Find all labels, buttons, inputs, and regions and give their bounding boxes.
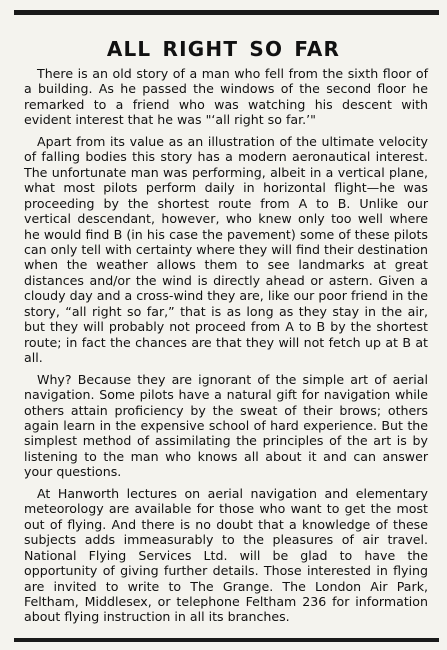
top-rule: [14, 10, 439, 15]
page-title: ALL RIGHT SO FAR: [106, 37, 341, 61]
paragraph-2: Apart from its value as an illustration of the ultimate velocity of falling bodies this story has a modern aeronautical interest. The unfortunate man was performing, albeit in a vertical plane, what most pilots perform daily in horizontal flight—he was proceeding by the shortest route from A to B. Unlike our vertical descendant, however, who knew only too well where he would find B (in his case the pavement) some of these pilots can only tell with certainty where they will find their destination when the weather allows them to see landmarks at great distances and/or the wind is directly ahead or astern. Given a cloudy day and a cross-wind they are, like our poor friend in the story, “all right so far,” that is as long as they stay in the air, but they will probably not proceed from A to B by the shortest route; in fact the chances are that they will not fetch up at B at all.: [24, 133, 428, 366]
bottom-rule: [14, 638, 439, 642]
paragraph-1: There is an old story of a man who fell from the sixth floor of a building. As he passed the windows of the second floor he remarked to a friend who was watching his descent with evident interest that he was "‘all right so far.’": [24, 66, 428, 128]
paragraph-4: At Hanworth lectures on aerial navigation and elementary meteorology are available for those who want to get the most out of flying. And there is no doubt that a knowledge of these subjects adds immeasurably to the pleasures of air travel. National Flying Services Ltd. will be glad to have the opportunity of giving further details. Those interested in flying are invited to write to The Grange. The London Air Park, Feltham, Middlesex, or telephone Feltham 236 for information about flying instruction in all its branches.: [24, 485, 428, 625]
paragraph-3: Why? Because they are ignorant of the simple art of aerial navigation. Some pilots have a natural gift for navigation while others attain proficiency by the sweat of their brows; others again learn in the expensive school of hard experience. But the simplest method of assimilating the principles of the art is by listening to the man who knows all about it and can answer your questions.: [24, 371, 428, 480]
article-body: [24, 66, 428, 631]
